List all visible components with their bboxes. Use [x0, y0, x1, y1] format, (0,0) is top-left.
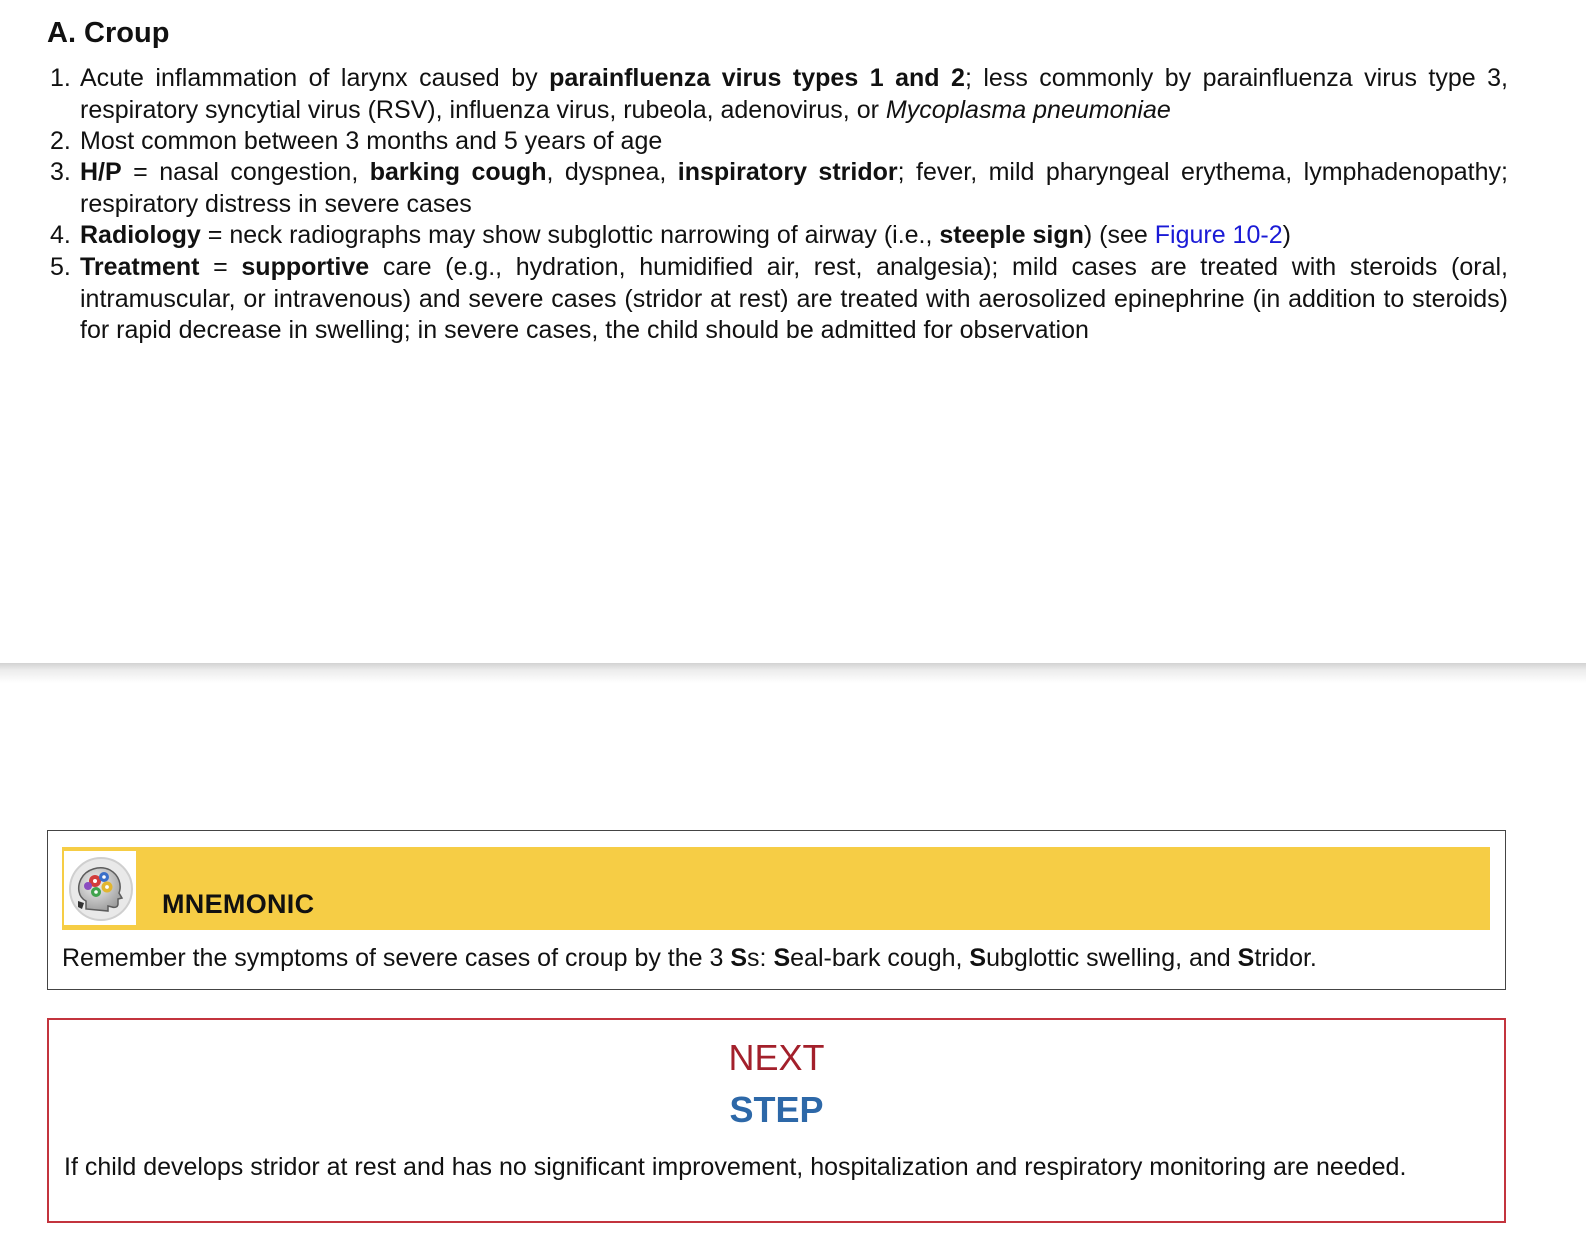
bold-term: parainfluenza virus types 1 and 2 — [549, 64, 965, 92]
next-label: NEXT — [728, 1037, 825, 1078]
bold-term: S — [1237, 944, 1255, 972]
step-label: STEP — [729, 1089, 824, 1130]
bold-term: H/P — [80, 158, 122, 186]
list-item-number: 2. — [50, 127, 71, 155]
list-item — [50, 126, 1508, 158]
text-run: ) — [1282, 221, 1291, 249]
list-item-number: 1. — [50, 64, 71, 92]
text-run: = — [199, 253, 242, 281]
text-run: = neck radiographs may show subglottic narrowing of airway (i.e., — [200, 221, 940, 249]
text-run: eal-bark cough, — [790, 944, 970, 972]
text-run: ; fever, mild pharyngeal erythema, lymphadenopathy; respiratory distress in severe cases — [80, 158, 1508, 218]
text-run: ubglottic swelling, and — [986, 944, 1238, 972]
text-run: Most common between 3 months and 5 years of age — [80, 127, 663, 155]
list-item-text — [80, 157, 1508, 220]
brain-gears-head-icon — [64, 851, 136, 925]
mnemonic-icon-frame — [64, 851, 136, 925]
section-title: A. Croup — [47, 17, 170, 49]
bold-term: S — [773, 944, 791, 972]
list-item-number: 5. — [50, 253, 71, 281]
mnemonic-title: MNEMONIC — [162, 889, 315, 919]
mnemonic-box — [47, 830, 1506, 990]
bold-term: Treatment — [80, 253, 200, 281]
list-item-text — [80, 220, 1508, 252]
bold-term: S — [730, 944, 748, 972]
bold-term: barking cough — [369, 158, 547, 186]
list-item-number: 4. — [50, 221, 71, 249]
figure-link[interactable]: Figure 10-2 — [1154, 221, 1283, 249]
mnemonic-text — [62, 943, 1317, 974]
text-run: = nasal congestion, — [121, 158, 370, 186]
bold-term: steeple sign — [939, 221, 1084, 249]
page-divider — [0, 663, 1586, 683]
list-item-text — [80, 252, 1508, 347]
list-item-text — [80, 126, 1508, 158]
list-item — [50, 63, 1508, 126]
list-item — [50, 157, 1508, 220]
italic-term: Mycoplasma pneumoniae — [885, 95, 1171, 124]
mnemonic-banner — [62, 847, 1490, 930]
next-step-text: If child develops stridor at rest and has no significant improvement, hospitalization and respiratory monitoring are needed. — [64, 1153, 1407, 1181]
list-item-number: 3. — [50, 158, 71, 186]
list-item — [50, 252, 1508, 347]
text-run: ) (see — [1083, 221, 1155, 249]
text-run: Remember the symptoms of severe cases of croup by the 3 — [62, 944, 731, 972]
text-run: , dyspnea, — [546, 158, 678, 186]
bold-term: Radiology — [80, 221, 201, 249]
text-run: Acute inflammation of larynx caused by — [80, 64, 550, 92]
next-step-box — [47, 1018, 1506, 1223]
bold-term: inspiratory stridor — [677, 158, 898, 186]
bold-term: supportive — [241, 253, 370, 281]
text-run: s: — [747, 944, 774, 972]
list-item — [50, 220, 1508, 252]
list-item-text — [80, 63, 1508, 126]
text-run: ; less commonly by parainfluenza virus type 3, respiratory syncytial virus (RSV), influenza virus, rubeola, adenovirus, or — [80, 64, 1508, 124]
bold-term: S — [969, 944, 987, 972]
text-run: care (e.g., hydration, humidified air, rest, analgesia); mild cases are treated with steroids (oral, intramuscular, or intravenous) and severe cases (stridor at rest) are treated with aerosolized epinephrine (in addition to steroids) for rapid decrease in swelling; in severe cases, the child should be admitted for observation — [80, 253, 1508, 344]
text-run: tridor. — [1254, 944, 1317, 972]
